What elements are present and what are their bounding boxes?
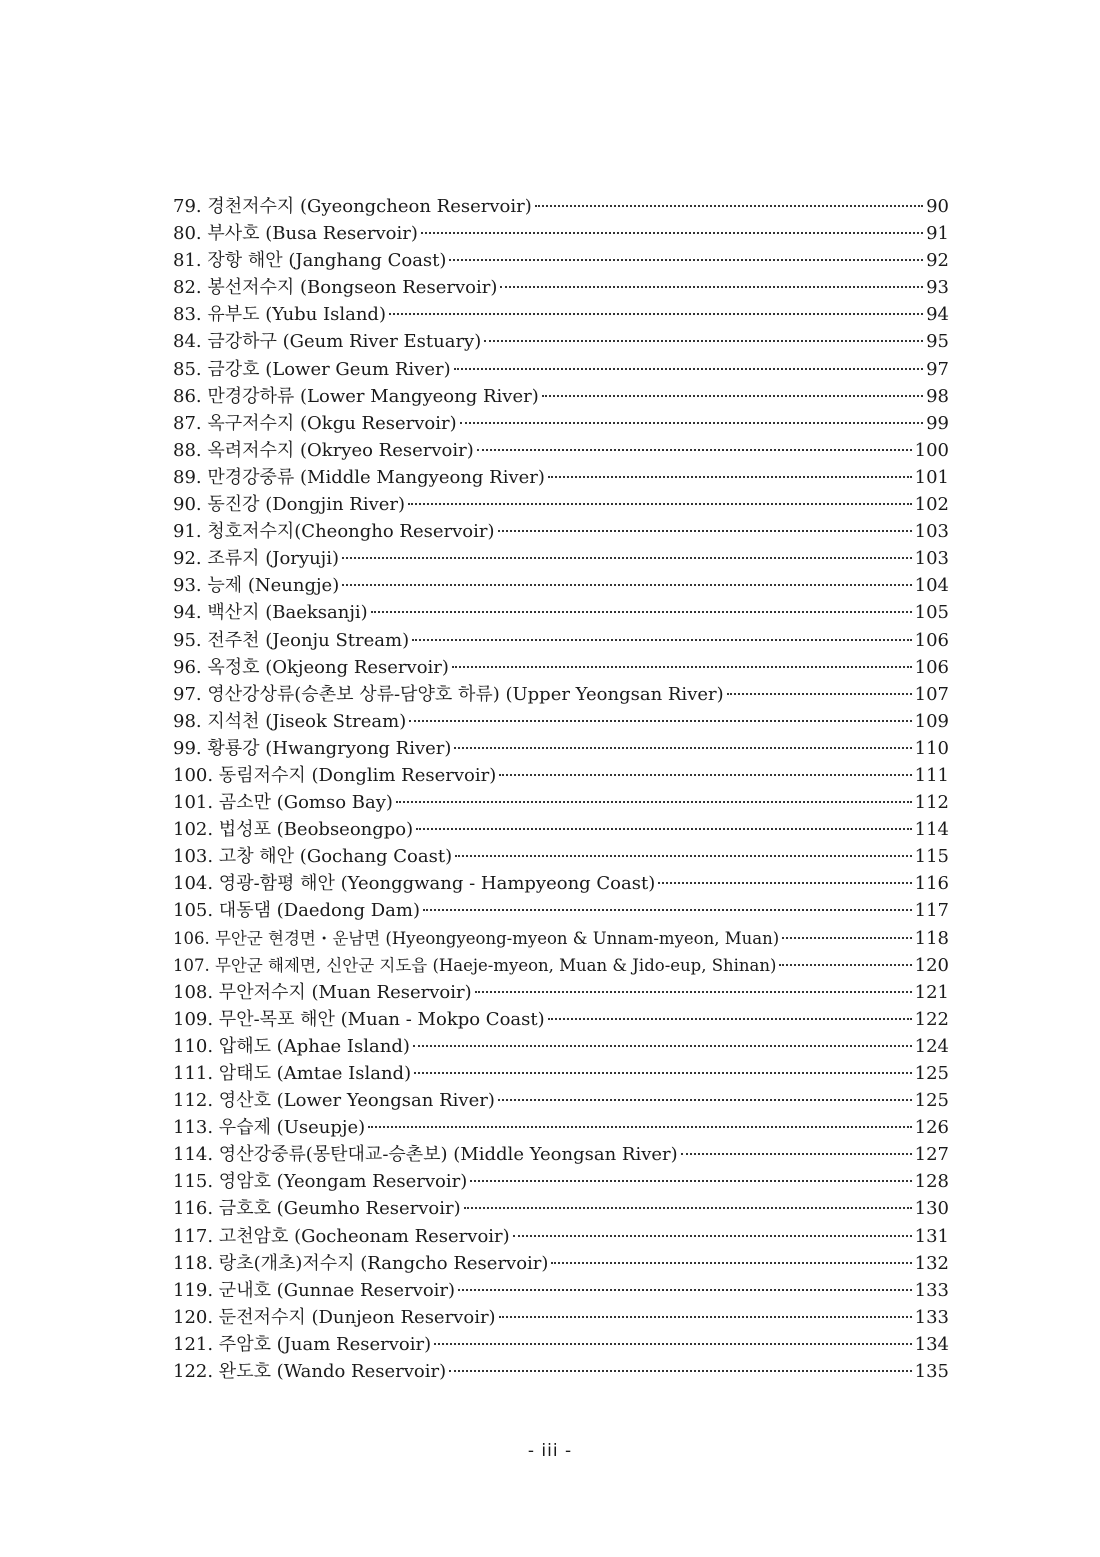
toc-entry[interactable]	[173, 464, 949, 491]
dot-leader	[499, 1316, 912, 1318]
toc-entry-page: 120	[914, 954, 949, 976]
dot-leader	[727, 693, 912, 695]
toc-entry[interactable]	[173, 383, 949, 410]
toc-entry[interactable]	[173, 220, 949, 247]
toc-entry[interactable]	[173, 356, 949, 383]
toc-entry[interactable]	[173, 1195, 949, 1222]
dot-leader	[658, 882, 911, 884]
toc-entry[interactable]	[173, 572, 949, 599]
dot-leader	[416, 828, 911, 830]
toc-entry-title: 97. 영산강상류(승촌보 상류-담양호 하류) (Upper Yeongsan River)	[173, 683, 724, 705]
dot-leader	[342, 584, 911, 586]
toc-entry[interactable]	[173, 1331, 949, 1358]
toc-entry-page: 98	[926, 385, 949, 407]
toc-entry-page: 93	[926, 277, 949, 299]
toc-entry-title: 79. 경천저수지 (Gyeongcheon Reservoir)	[173, 196, 532, 217]
dot-leader	[396, 801, 912, 803]
toc-entry[interactable]	[173, 193, 949, 220]
toc-entry-title: 121. 주암호 (Juam Reservoir)	[173, 1333, 432, 1355]
toc-entry-title: 84. 금강하구 (Geum River Estuary)	[173, 331, 482, 353]
dot-leader	[408, 503, 912, 505]
toc-entry[interactable]	[173, 1006, 949, 1033]
toc-entry[interactable]	[173, 925, 949, 952]
toc-entry-title: 101. 곰소만 (Gomso Bay)	[173, 792, 393, 814]
toc-entry[interactable]	[173, 762, 949, 789]
dot-leader	[455, 855, 912, 857]
toc-entry-page: 130	[914, 1198, 949, 1220]
toc-entry-title: 88. 옥려저수지 (Okryeo Reservoir)	[173, 439, 474, 461]
toc-entry[interactable]	[173, 545, 949, 572]
toc-entry-page: 121	[914, 981, 949, 1003]
toc-entry-page: 125	[914, 1090, 949, 1112]
dot-leader	[423, 909, 912, 911]
dot-leader	[475, 991, 912, 993]
toc-entry-title: 91. 청호저수지(Cheongho Reservoir)	[173, 521, 495, 543]
toc-entry-page: 117	[914, 900, 949, 922]
dot-leader	[454, 747, 911, 749]
toc-entry[interactable]	[173, 437, 949, 464]
toc-entry[interactable]	[173, 979, 949, 1006]
toc-entry-title: 99. 황룡강 (Hwangryong River)	[173, 737, 452, 759]
toc-entry-title: 107. 무안군 해제면, 신안군 지도읍 (Haeje-myeon, Muan & Jido-eup, Shinan)	[173, 955, 777, 975]
toc-entry[interactable]	[173, 735, 949, 762]
toc-entry[interactable]	[173, 789, 949, 816]
toc-entry-title: 86. 만경강하류 (Lower Mangyeong River)	[173, 385, 539, 407]
dot-leader	[542, 395, 923, 397]
toc-entry-page: 105	[914, 602, 949, 624]
dot-leader	[498, 1099, 912, 1101]
toc-entry-title: 93. 능제 (Neungje)	[173, 575, 340, 597]
toc-entry-page: 122	[914, 1008, 949, 1030]
toc-entry[interactable]	[173, 627, 949, 654]
toc-entry[interactable]	[173, 952, 949, 979]
toc-entry-title: 114. 영산강중류(몽탄대교-승촌보) (Middle Yeongsan River)	[173, 1144, 678, 1166]
dot-leader	[414, 1072, 912, 1074]
toc-entry-page: 126	[914, 1117, 949, 1139]
toc-entry-page: 103	[914, 521, 949, 543]
toc-entry[interactable]	[173, 897, 949, 924]
toc-entry[interactable]	[173, 301, 949, 328]
dot-leader	[454, 368, 923, 370]
toc-entry-page: 127	[914, 1144, 949, 1166]
toc-entry[interactable]	[173, 518, 949, 545]
toc-entry-page: 102	[914, 494, 949, 516]
toc-entry[interactable]	[173, 654, 949, 681]
toc-entry-page: 128	[914, 1171, 949, 1193]
toc-entry[interactable]	[173, 274, 949, 301]
toc-entry-title: 103. 고창 해안 (Gochang Coast)	[173, 846, 453, 868]
dot-leader	[499, 774, 911, 776]
toc-entry-page: 114	[914, 819, 949, 841]
toc-entry-page: 124	[914, 1035, 949, 1057]
toc-entry[interactable]	[173, 410, 949, 437]
dot-leader	[371, 611, 912, 613]
toc-entry-page: 133	[914, 1279, 949, 1301]
toc-entry-title: 95. 전주천 (Jeonju Stream)	[173, 629, 410, 651]
toc-entry-title: 81. 장항 해안 (Janghang Coast)	[173, 250, 447, 272]
toc-entry[interactable]	[173, 708, 949, 735]
toc-entry[interactable]	[173, 1060, 949, 1087]
toc-entry[interactable]	[173, 1114, 949, 1141]
dot-leader	[409, 720, 911, 722]
toc-entry-title: 106. 무안군 현경면・운남면 (Hyeongyeong-myeon & Unnam-myeon, Muan)	[173, 928, 780, 948]
dot-leader	[548, 1018, 912, 1020]
toc-entry[interactable]	[173, 1250, 949, 1277]
dot-leader	[449, 1370, 912, 1372]
dot-leader	[477, 449, 912, 451]
toc-entry-page: 111	[914, 764, 949, 786]
toc-entry-page: 132	[914, 1252, 949, 1274]
toc-entry-page: 99	[926, 412, 949, 434]
toc-entry[interactable]	[173, 1087, 949, 1114]
toc-entry-page: 97	[926, 358, 949, 380]
toc-entry-page: 116	[914, 873, 949, 895]
toc-entry-title: 80. 부사호 (Busa Reservoir)	[173, 223, 418, 245]
dot-leader	[342, 557, 912, 559]
toc-entry-title: 117. 고천암호 (Gocheonam Reservoir)	[173, 1225, 510, 1247]
table-of-contents	[173, 193, 949, 1385]
dot-leader	[535, 205, 923, 207]
toc-entry-title: 110. 압해도 (Aphae Island)	[173, 1035, 410, 1057]
dot-leader	[551, 1262, 911, 1264]
toc-entry[interactable]	[173, 1168, 949, 1195]
toc-entry-page: 100	[914, 439, 949, 461]
toc-entry-title: 120. 둔전저수지 (Dunjeon Reservoir)	[173, 1306, 496, 1328]
dot-leader	[513, 1235, 912, 1237]
dot-leader	[389, 313, 923, 315]
dot-leader	[500, 286, 923, 288]
dot-leader	[779, 964, 911, 966]
toc-entry-title: 111. 암태도 (Amtae Island)	[173, 1063, 412, 1084]
toc-entry-page: 92	[926, 250, 949, 272]
dot-leader	[498, 530, 912, 532]
dot-leader	[484, 340, 923, 342]
toc-entry-title: 85. 금강호 (Lower Geum River)	[173, 358, 451, 380]
toc-entry-title: 113. 우습제 (Useupje)	[173, 1117, 366, 1139]
dot-leader	[460, 422, 923, 424]
toc-entry[interactable]	[173, 816, 949, 843]
toc-entry-page: 115	[914, 846, 949, 868]
toc-entry[interactable]	[173, 843, 949, 870]
toc-entry[interactable]	[173, 1141, 949, 1168]
toc-entry-page: 95	[926, 331, 949, 353]
toc-entry-page: 110	[914, 737, 949, 759]
dot-leader	[681, 1153, 912, 1155]
toc-entry[interactable]	[173, 599, 949, 626]
toc-entry[interactable]	[173, 1223, 949, 1250]
toc-entry-title: 108. 무안저수지 (Muan Reservoir)	[173, 981, 472, 1003]
toc-entry-title: 90. 동진강 (Dongjin River)	[173, 494, 406, 516]
toc-entry-title: 98. 지석천 (Jiseok Stream)	[173, 710, 407, 732]
toc-entry[interactable]	[173, 328, 949, 355]
dot-leader	[470, 1180, 911, 1182]
toc-entry-title: 96. 옥정호 (Okjeong Reservoir)	[173, 656, 449, 678]
toc-entry-title: 116. 금호호 (Geumho Reservoir)	[173, 1198, 461, 1220]
toc-entry-page: 134	[914, 1333, 949, 1355]
dot-leader	[412, 639, 912, 641]
toc-entry[interactable]	[173, 491, 949, 518]
toc-entry-title: 83. 유부도 (Yubu Island)	[173, 304, 386, 326]
toc-entry-title: 115. 영암호 (Yeongam Reservoir)	[173, 1171, 468, 1193]
toc-entry[interactable]	[173, 1033, 949, 1060]
toc-entry-title: 122. 완도호 (Wando Reservoir)	[173, 1361, 447, 1383]
toc-entry-page: 107	[914, 683, 949, 705]
page-number: - iii -	[527, 1441, 573, 1461]
toc-entry-page: 106	[914, 656, 949, 678]
toc-entry-title: 119. 군내호 (Gunnae Reservoir)	[173, 1279, 456, 1301]
toc-entry-page: 104	[914, 575, 949, 597]
toc-entry[interactable]	[173, 1358, 949, 1385]
toc-entry-page: 90	[926, 196, 949, 217]
dot-leader	[421, 232, 923, 234]
dot-leader	[464, 1207, 912, 1209]
toc-entry-page: 131	[914, 1225, 949, 1247]
toc-entry-page: 94	[926, 304, 949, 326]
toc-entry[interactable]	[173, 1277, 949, 1304]
dot-leader	[548, 476, 912, 478]
toc-entry[interactable]	[173, 247, 949, 274]
toc-entry-page: 103	[914, 548, 949, 570]
toc-entry-title: 112. 영산호 (Lower Yeongsan River)	[173, 1090, 495, 1112]
toc-entry-page: 101	[914, 466, 949, 488]
toc-entry-title: 92. 조류지 (Joryuji)	[173, 548, 340, 570]
toc-entry-page: 109	[914, 710, 949, 732]
dot-leader	[368, 1126, 912, 1128]
dot-leader	[434, 1343, 912, 1345]
toc-entry-page: 135	[914, 1361, 949, 1383]
toc-entry[interactable]	[173, 1304, 949, 1331]
toc-entry-title: 105. 대동댐 (Daedong Dam)	[173, 900, 420, 922]
toc-entry-title: 82. 봉선저수지 (Bongseon Reservoir)	[173, 277, 498, 299]
toc-entry-title: 89. 만경강중류 (Middle Mangyeong River)	[173, 466, 545, 488]
toc-entry[interactable]	[173, 870, 949, 897]
toc-entry-page: 112	[914, 792, 949, 814]
dot-leader	[452, 666, 912, 668]
toc-entry-page: 118	[914, 927, 949, 949]
toc-entry-title: 87. 옥구저수지 (Okgu Reservoir)	[173, 412, 457, 434]
toc-entry-page: 106	[914, 629, 949, 651]
toc-entry-title: 94. 백산지 (Baeksanji)	[173, 602, 368, 624]
dot-leader	[449, 259, 923, 261]
dot-leader	[458, 1289, 912, 1291]
toc-entry-title: 118. 랑초(개초)저수지 (Rangcho Reservoir)	[173, 1252, 549, 1274]
toc-entry-page: 91	[926, 223, 949, 245]
dot-leader	[782, 937, 912, 939]
toc-entry-title: 102. 법성포 (Beobseongpo)	[173, 819, 414, 841]
toc-entry-title: 104. 영광-함평 해안 (Yeonggwang - Hampyeong Coast)	[173, 873, 656, 895]
toc-entry-title: 109. 무안-목포 해안 (Muan - Mokpo Coast)	[173, 1008, 545, 1030]
toc-entry-page: 133	[914, 1306, 949, 1328]
dot-leader	[413, 1045, 912, 1047]
toc-entry-page: 125	[914, 1063, 949, 1084]
toc-entry-title: 100. 동림저수지 (Donglim Reservoir)	[173, 764, 497, 786]
toc-entry[interactable]	[173, 681, 949, 708]
